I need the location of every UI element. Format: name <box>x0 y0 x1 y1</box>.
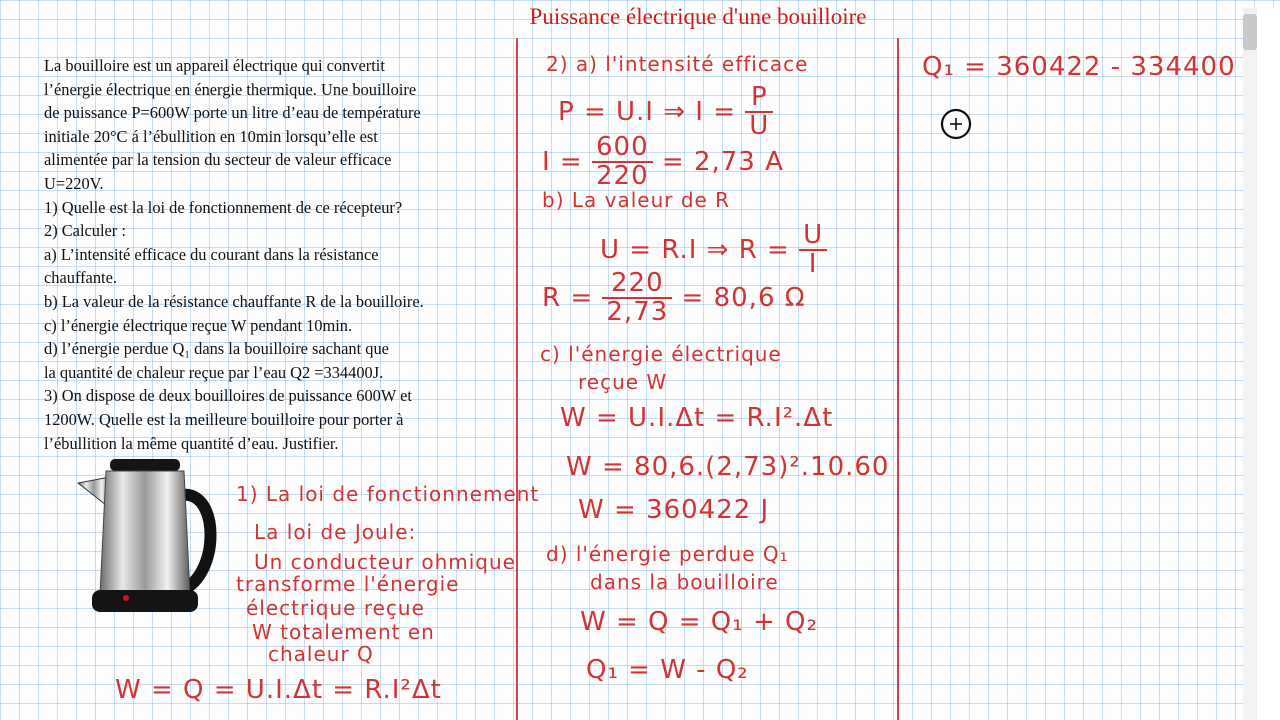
answer2a-res-right: = 2,73 A <box>661 146 784 177</box>
problem-intro-line: de puissance P=600W porte un litre d’eau de température <box>44 103 421 123</box>
answer2b-eq-left: U = R.I ⇒ R = <box>600 234 790 265</box>
answer2a-res-fraction <box>592 134 653 191</box>
fraction-denominator: I <box>808 249 818 280</box>
question-2b: b) La valeur de la résistance chauffante R de la bouilloire. <box>44 291 424 311</box>
problem-intro-line: initiale 20°C á l’ébullition en 10min lorsqu’elle est <box>44 126 378 146</box>
margin-line-left <box>516 38 518 720</box>
answer1-line: Un conducteur ohmique <box>254 550 516 574</box>
answer2d-eq2: Q₁ = W - Q₂ <box>586 655 749 685</box>
margin-line-right <box>897 38 899 720</box>
question-3: 3) On dispose de deux bouilloires de puissance 600W et <box>44 386 412 406</box>
answer1-formula: W = Q = U.I.Δt = R.I²Δt <box>115 675 442 705</box>
fraction-numerator: 220 <box>602 270 672 299</box>
question-2a-cont: chauffante. <box>44 268 117 288</box>
answer1-line: W totalement en <box>252 620 435 644</box>
answer2c-eq3: W = 360422 J <box>578 495 770 525</box>
fraction-denominator: 2,73 <box>606 297 669 328</box>
answer2a-title: 2) a) l'intensité efficace <box>546 52 809 76</box>
fraction-numerator: P <box>745 84 773 113</box>
page-title: Puissance électrique d'une bouilloire <box>529 4 867 29</box>
answer1-title: 1) La loi de fonctionnement <box>236 482 540 506</box>
answer2d-eq1: W = Q = Q₁ + Q₂ <box>580 607 818 637</box>
question-2a: a) L’intensité efficace du courant dans la résistance <box>44 244 379 264</box>
kettle-image <box>70 455 220 625</box>
answer2a-equation <box>558 84 773 141</box>
answer2c-title: c) l'énergie électrique <box>540 342 782 366</box>
question-3-cont: 1200W. Quelle est la meilleure bouilloire pour porter à <box>44 409 404 429</box>
fraction-numerator: 600 <box>592 134 653 163</box>
fraction-denominator: U <box>749 111 770 142</box>
answer2a-fraction <box>745 84 773 141</box>
answer1-joule-law: La loi de Joule: <box>254 520 417 544</box>
question-2d: d) l’énergie perdue Q₁ dans la bouilloire sachant que <box>44 339 389 359</box>
fraction-numerator: U <box>799 222 827 251</box>
cursor-plus-icon <box>940 108 972 140</box>
problem-intro-line: U=220V. <box>44 173 104 193</box>
answer2c-eq1: W = U.I.Δt = R.I².Δt <box>560 403 834 433</box>
answer2b-res-fraction <box>602 270 672 327</box>
fraction-denominator: 220 <box>595 161 649 192</box>
answer2a-eq-left: P = U.I ⇒ I = <box>558 96 736 127</box>
question-2: 2) Calculer : <box>44 221 126 241</box>
answer2a-res-left: I = <box>542 146 583 177</box>
answer1-line: chaleur Q <box>268 642 374 666</box>
question-1: 1) Quelle est la loi de fonctionnement de ce récepteur? <box>44 197 403 217</box>
answer2b-res-right: = 80,6 Ω <box>681 282 806 313</box>
answer2b-res-left: R = <box>542 282 594 313</box>
answer2c-eq2: W = 80,6.(2,73)².10.60 <box>566 452 890 482</box>
question-2c: c) l’énergie électrique reçue W pendant 10min. <box>44 315 353 335</box>
problem-intro-line: La bouilloire est un appareil électrique qui convertit <box>44 56 385 75</box>
answer2d-title: d) l'énergie perdue Q₁ <box>546 542 789 566</box>
scrollbar-thumb[interactable] <box>1243 14 1257 50</box>
answer2d-title-cont: dans la bouilloire <box>590 570 779 594</box>
answer2c-title-cont: reçue W <box>578 370 668 394</box>
problem-statement <box>44 54 516 455</box>
scrollbar-track[interactable] <box>1243 8 1257 720</box>
answer1-line: transforme l'énergie <box>236 572 460 596</box>
question-3-cont: l’ébullition la même quantité d’eau. Justifier. <box>44 433 339 453</box>
problem-intro-line: alimentée par la tension du secteur de valeur efficace <box>44 150 392 170</box>
answer3-equation: Q₁ = 360422 - 334400 <box>922 52 1236 82</box>
question-2d-cont: la quantité de chaleur reçue par l’eau Q2 =334400J. <box>44 362 384 382</box>
problem-intro-line: l’énergie électrique en énergie thermique. Une bouilloire <box>44 79 417 99</box>
window-edge <box>1257 8 1280 720</box>
answer2b-result <box>542 270 806 327</box>
answer1-line: électrique reçue <box>246 596 425 620</box>
answer2a-result <box>542 134 784 191</box>
answer2b-title: b) La valeur de R <box>542 188 731 212</box>
